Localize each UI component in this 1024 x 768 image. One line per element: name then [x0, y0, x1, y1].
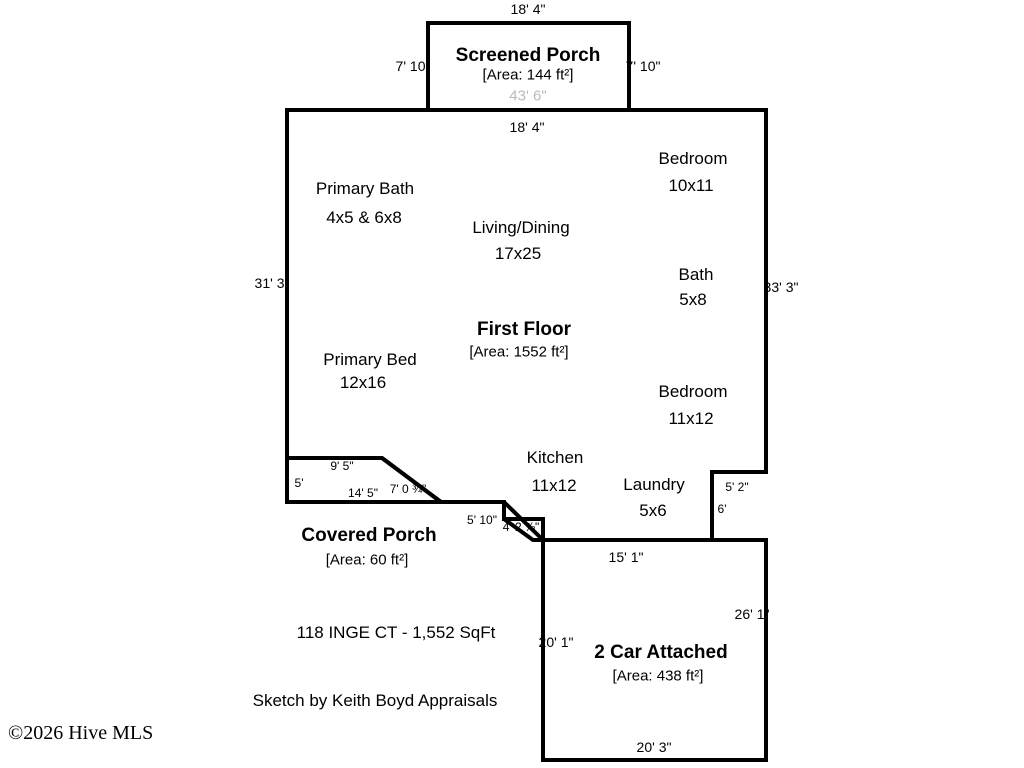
room-name-laundry: Laundry	[623, 475, 685, 494]
dimension-laundry-right: 5' 2"	[725, 480, 749, 494]
room-dim-primary-bed: 12x16	[339, 373, 387, 392]
area-value-first-floor: [Area: 1552 ft²]	[469, 343, 569, 361]
dimension-covered-porch-step: 5' 10"	[467, 513, 497, 527]
dimension-garage-bottom: 20' 3"	[636, 739, 672, 755]
room-name-bedroom-rear: Bedroom	[658, 382, 728, 401]
dimension-covered-porch-diagonal: 7' 0 ¾"	[389, 482, 427, 496]
dimension-first-floor-top: 18' 4"	[509, 119, 545, 135]
room-dim-primary-bath: 4x5 & 6x8	[326, 208, 402, 227]
dimension-garage-right: 26' 1"	[734, 606, 770, 622]
dimension-first-floor-right: 33' 3"	[763, 279, 799, 295]
dimension-garage-top: 15' 1"	[608, 549, 644, 565]
room-dim-bedroom-front: 10x11	[668, 176, 714, 195]
room-dim-bath: 5x8	[679, 290, 707, 309]
dimension-porch-right: 7' 10"	[625, 58, 661, 74]
room-name-kitchen: Kitchen	[526, 448, 584, 467]
area-title-garage: 2 Car Attached	[594, 642, 728, 663]
room-name-primary-bed: Primary Bed	[323, 350, 417, 369]
area-extra-screened-porch: 43' 6"	[509, 87, 547, 105]
room-dim-living-dining: 17x25	[494, 244, 542, 263]
dimension-laundry-side: 6'	[717, 502, 727, 516]
area-value-garage: [Area: 438 ft²]	[612, 667, 704, 685]
room-name-living-dining: Living/Dining	[472, 218, 570, 237]
dimension-covered-porch-left: 5'	[294, 476, 304, 490]
room-name-primary-bath: Primary Bath	[315, 179, 415, 198]
room-dim-bedroom-rear: 11x12	[668, 409, 714, 428]
dimension-covered-porch-diagonal-2: 4' 2 ⅞"	[502, 520, 540, 534]
page-title: 118 INGE CT - 1,552 SqFt	[296, 623, 496, 642]
dimension-covered-porch-bottom: 14' 5"	[348, 486, 378, 500]
room-dim-kitchen: 11x12	[531, 476, 577, 495]
room-name-bath: Bath	[678, 265, 714, 284]
dimension-porch-left: 7' 10"	[395, 58, 431, 74]
dimension-porch-top: 18' 4"	[510, 1, 546, 17]
dimension-covered-porch-top: 9' 5"	[330, 459, 354, 473]
area-title-screened-porch: Screened Porch	[455, 45, 601, 66]
area-value-covered-porch: [Area: 60 ft²]	[325, 551, 409, 569]
dimension-garage-left: 20' 1"	[538, 634, 574, 650]
area-value-screened-porch: [Area: 144 ft²]	[482, 66, 574, 84]
area-title-first-floor: First Floor	[477, 319, 571, 340]
dimension-first-floor-left: 31' 3"	[254, 275, 290, 291]
sketch-credit: Sketch by Keith Boyd Appraisals	[252, 691, 498, 710]
room-dim-laundry: 5x6	[639, 501, 667, 520]
copyright-notice: ©2026 Hive MLS	[8, 722, 154, 744]
room-name-bedroom-front: Bedroom	[658, 149, 728, 168]
area-title-covered-porch: Covered Porch	[301, 525, 437, 546]
